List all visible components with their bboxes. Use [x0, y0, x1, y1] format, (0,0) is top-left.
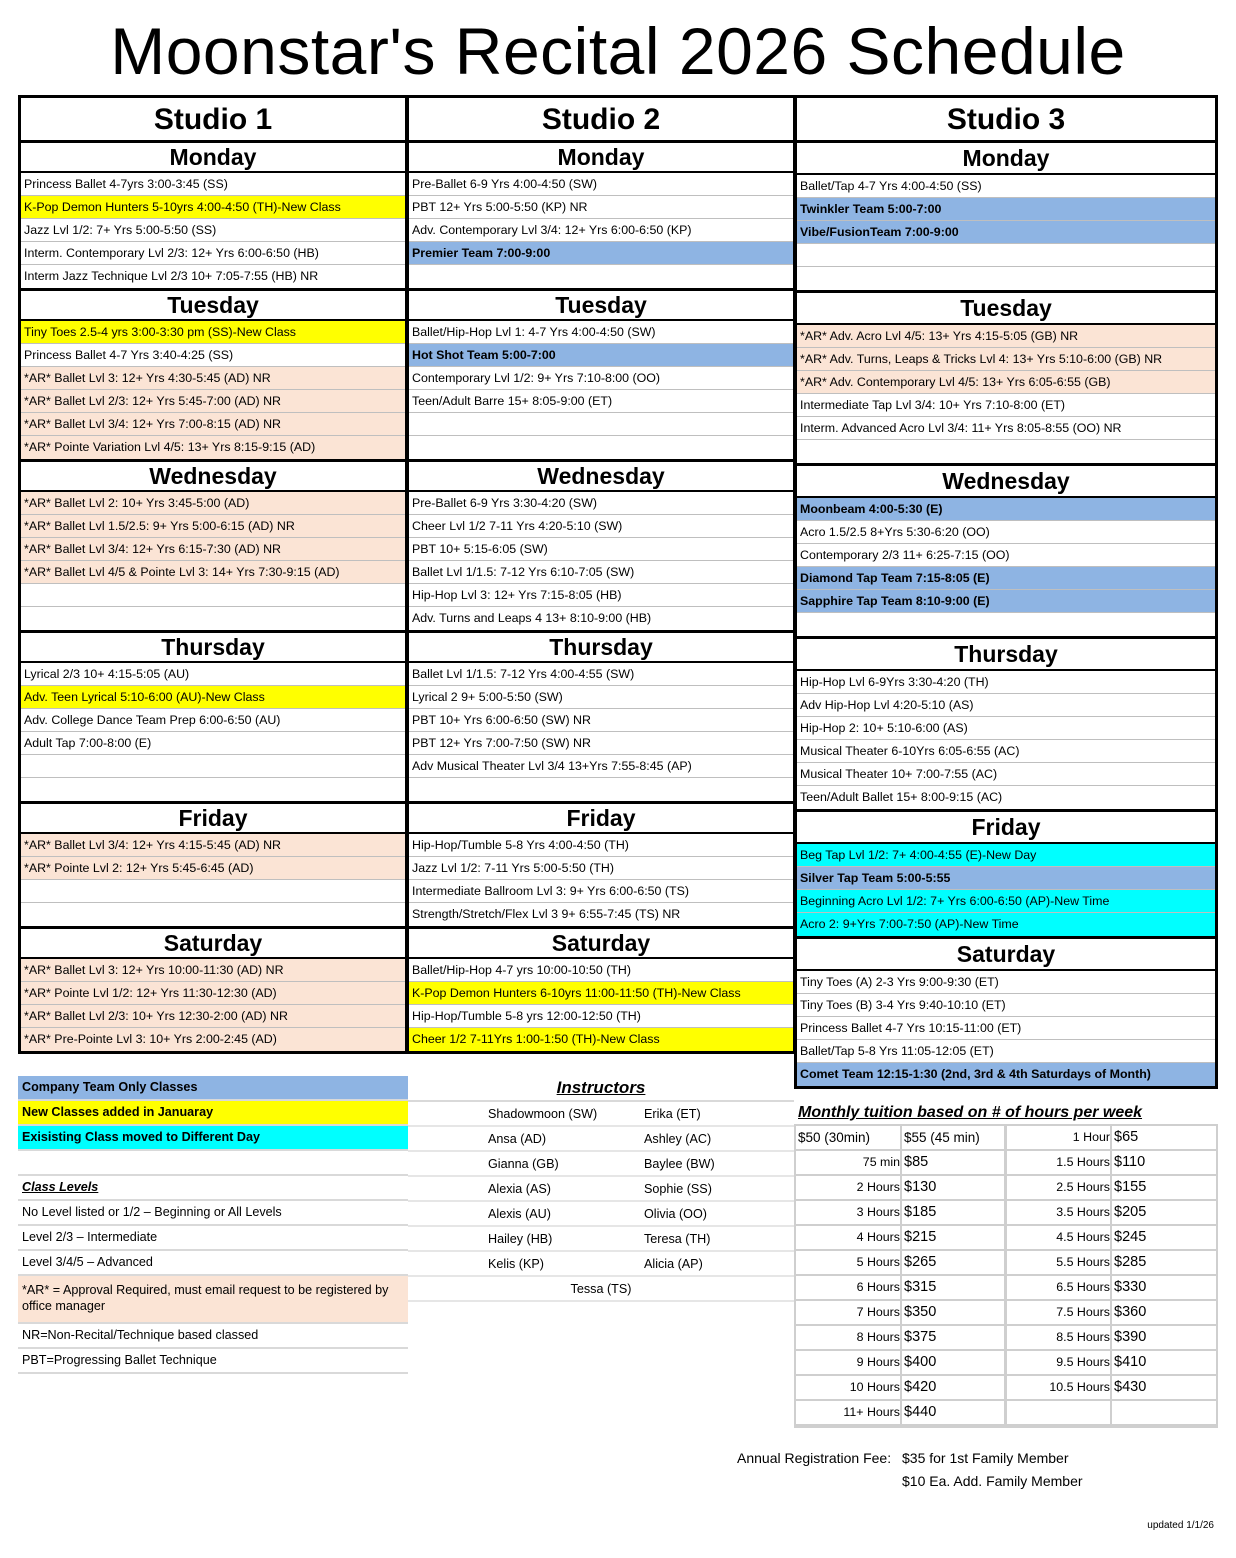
class-row: Ballet/Hip-Hop 4-7 yrs 10:00-10:50 (TH) — [409, 959, 793, 982]
tuition-cell: 1.5 Hours — [1056, 1155, 1110, 1169]
tuition-cell: $205 — [1114, 1204, 1147, 1220]
instructors-title: Instructors — [408, 1076, 794, 1102]
tuition-row — [796, 1201, 1216, 1226]
day-block-friday — [409, 804, 793, 929]
tuition-divider — [1110, 1326, 1112, 1349]
class-row: Intermediate Tap Lvl 3/4: 10+ Yrs 7:10-8:00 (ET) — [797, 394, 1215, 417]
tuition-divider — [1004, 1176, 1007, 1199]
class-row: Hip-Hop Lvl 3: 12+ Yrs 7:15-8:05 (HB) — [409, 584, 793, 607]
class-row: Adv. Turns and Leaps 4 13+ 8:10-9:00 (HB) — [412, 611, 652, 625]
studio-header: Studio 2 — [409, 98, 793, 143]
class-row — [797, 613, 1215, 636]
tuition-cell: $375 — [904, 1329, 937, 1345]
day-header: Thursday — [21, 633, 405, 663]
class-row — [21, 778, 405, 801]
class-row: *AR* Ballet Lvl 1.5/2.5: 9+ Yrs 5:00-6:15 (AD) NR — [21, 515, 405, 538]
class-row: Lyrical 2/3 10+ 4:15-5:05 (AU) — [21, 663, 405, 686]
class-row: Beg Tap Lvl 1/2: 7+ 4:00-4:55 (E)-New Day — [797, 844, 1215, 867]
day-block-monday — [409, 143, 793, 291]
class-row: Pre-Ballet 6-9 Yrs 4:00-4:50 (SW) — [409, 173, 793, 196]
day-header: Tuesday — [409, 291, 793, 321]
studio-3-column — [794, 95, 1218, 1089]
tuition-row — [796, 1151, 1216, 1176]
tuition-cell: 7 Hours — [856, 1305, 900, 1319]
class-row: Pre-Ballet 6-9 Yrs 3:30-4:20 (SW) — [409, 492, 793, 515]
class-row: *AR* Ballet Lvl 3: 12+ Yrs 4:30-5:45 (AD) NR — [21, 367, 405, 390]
day-block-saturday — [797, 939, 1215, 1086]
day-header: Wednesday — [797, 466, 1215, 498]
tuition-cell: $110 — [1114, 1154, 1146, 1170]
instructor-row — [408, 1227, 794, 1252]
instructor-name: Baylee (BW) — [644, 1157, 715, 1171]
class-row: Adv. Teen Lyrical 5:10-6:00 (AU)-New Class — [21, 686, 405, 709]
day-block-thursday — [409, 633, 793, 804]
day-header: Wednesday — [409, 462, 793, 492]
class-row: *AR* Ballet Lvl 2/3: 12+ Yrs 5:45-7:00 (AD) NR — [21, 390, 405, 413]
day-header: Saturday — [21, 929, 405, 959]
class-row: *AR* Adv. Acro Lvl 4/5: 13+ Yrs 4:15-5:05 (GB) NR — [797, 325, 1215, 348]
tuition-cell: 2.5 Hours — [1056, 1180, 1110, 1194]
instructors — [408, 1076, 794, 1302]
instructor-name: Alexia (AS) — [488, 1182, 551, 1196]
class-row — [797, 244, 1215, 267]
tuition-cell: 8.5 Hours — [1056, 1330, 1110, 1344]
instructor-name: Shadowmoon (SW) — [488, 1107, 598, 1121]
tuition-cell: 5 Hours — [856, 1255, 900, 1269]
tuition-cell: $245 — [1114, 1229, 1147, 1245]
tuition-divider — [900, 1276, 902, 1299]
day-header: Tuesday — [797, 293, 1215, 325]
tuition-cell: 4 Hours — [856, 1230, 900, 1244]
tuition-divider — [1110, 1226, 1112, 1249]
level-none: No Level listed or 1/2 – Beginning or All Levels — [18, 1201, 408, 1226]
tuition-cell: $265 — [904, 1254, 937, 1270]
tuition-cell: $130 — [904, 1179, 937, 1195]
day-block-thursday — [21, 633, 405, 804]
tuition-cell: $55 (45 min) — [904, 1130, 980, 1145]
tuition-divider — [1004, 1276, 1007, 1299]
tuition-cell: $155 — [1114, 1179, 1147, 1195]
tuition-divider — [900, 1226, 902, 1249]
class-row — [21, 607, 405, 630]
tuition-row — [796, 1301, 1216, 1326]
class-row: Diamond Tap Team 7:15-8:05 (E) — [797, 567, 1215, 590]
day-block-tuesday — [409, 291, 793, 462]
tuition-cell: $390 — [1114, 1329, 1147, 1345]
class-row: Adv Hip-Hop Lvl 4:20-5:10 (AS) — [797, 694, 1215, 717]
class-row: Moonbeam 4:00-5:30 (E) — [797, 498, 1215, 521]
day-header: Saturday — [797, 939, 1215, 971]
tuition-divider — [1004, 1251, 1007, 1274]
class-row: *AR* Ballet Lvl 3/4: 12+ Yrs 7:00-8:15 (AD) NR — [21, 413, 405, 436]
class-row: Adult Tap 7:00-8:00 (E) — [21, 732, 405, 755]
class-row: *AR* Pointe Variation Lvl 4/5: 13+ Yrs 8:15-9:15 (AD) — [21, 436, 405, 459]
tuition-divider — [1110, 1151, 1112, 1174]
level-23: Level 2/3 – Intermediate — [18, 1226, 408, 1251]
day-header: Monday — [409, 143, 793, 173]
tuition-row — [796, 1276, 1216, 1301]
instructor-name: Olivia (OO) — [644, 1207, 707, 1221]
instructor-row — [408, 1252, 794, 1277]
instructor-row — [408, 1202, 794, 1227]
day-block-friday — [21, 804, 405, 929]
tuition-cell: $420 — [904, 1379, 937, 1395]
day-block-wednesday — [21, 462, 405, 633]
day-block-monday — [21, 143, 405, 291]
tuition-row — [796, 1251, 1216, 1276]
level-345: Level 3/4/5 – Advanced — [18, 1251, 408, 1276]
tuition-cell: $360 — [1114, 1304, 1147, 1320]
day-header: Friday — [21, 804, 405, 834]
class-row: Tiny Toes (B) 3-4 Yrs 9:40-10:10 (ET) — [797, 994, 1215, 1017]
tuition-divider — [1004, 1351, 1007, 1374]
class-row: Interm Jazz Technique Lvl 2/3 10+ 7:05-7:55 (HB) NR — [24, 269, 319, 283]
class-row: K-Pop Demon Hunters 5-10yrs 4:00-4:50 (TH)-New Class — [21, 196, 405, 219]
tuition-divider — [1110, 1251, 1112, 1274]
tuition-cell: 8 Hours — [856, 1330, 900, 1344]
day-header: Tuesday — [21, 291, 405, 321]
class-row: Musical Theater 6-10Yrs 6:05-6:55 (AC) — [797, 740, 1215, 763]
nr-note: NR=Non-Recital/Technique based classed — [18, 1324, 408, 1349]
tuition-divider — [1110, 1126, 1112, 1149]
fee-line-2: $10 Ea. Add. Family Member — [902, 1473, 1083, 1489]
class-row: Beginning Acro Lvl 1/2: 7+ Yrs 6:00-6:50 (AP)-New Time — [797, 890, 1215, 913]
class-row: Teen/Adult Ballet 15+ 8:00-9:15 (AC) — [800, 790, 1003, 804]
instructor-name: Alicia (AP) — [644, 1257, 703, 1271]
day-header: Saturday — [409, 929, 793, 959]
class-row — [21, 584, 405, 607]
tuition-cell: 10.5 Hours — [1049, 1380, 1110, 1394]
class-row: Hip-Hop/Tumble 5-8 yrs 12:00-12:50 (TH) — [409, 1005, 793, 1028]
class-row: Hip-Hop/Tumble 5-8 Yrs 4:00-4:50 (TH) — [409, 834, 793, 857]
tuition-divider — [900, 1301, 902, 1324]
class-row: Ballet Lvl 1/1.5: 7-12 Yrs 4:00-4:55 (SW) — [409, 663, 793, 686]
instructor-name: Hailey (HB) — [488, 1232, 553, 1246]
day-block-monday — [797, 143, 1215, 293]
tuition-cell: 3 Hours — [856, 1205, 900, 1219]
page-title: Moonstar's Recital 2026 Schedule — [110, 14, 1126, 88]
class-row: PBT 12+ Yrs 5:00-5:50 (KP) NR — [409, 196, 793, 219]
class-row — [409, 778, 793, 801]
class-row — [21, 755, 405, 778]
day-block-wednesday — [797, 466, 1215, 639]
tuition-divider — [1110, 1351, 1112, 1374]
tuition-divider — [900, 1251, 902, 1274]
class-row: Cheer Lvl 1/2 7-11 Yrs 4:20-5:10 (SW) — [409, 515, 793, 538]
studio-header: Studio 1 — [21, 98, 405, 143]
tuition-cell: $315 — [904, 1279, 937, 1295]
class-row: *AR* Adv. Turns, Leaps & Tricks Lvl 4: 13+ Yrs 5:10-6:00 (GB) NR — [797, 348, 1215, 371]
tuition-cell: $400 — [904, 1354, 937, 1370]
class-row: Tiny Toes (A) 2-3 Yrs 9:00-9:30 (ET) — [797, 971, 1215, 994]
class-row: Jazz Lvl 1/2: 7+ Yrs 5:00-5:50 (SS) — [21, 219, 405, 242]
tuition-divider — [900, 1201, 902, 1224]
tuition-cell: $330 — [1114, 1279, 1147, 1295]
day-header: Monday — [21, 143, 405, 173]
tuition-divider — [1004, 1401, 1007, 1424]
class-row: Interm. Contemporary Lvl 2/3: 12+ Yrs 6:00-6:50 (HB) — [21, 242, 405, 265]
tuition-divider — [900, 1376, 902, 1399]
class-row: Vibe/FusionTeam 7:00-9:00 — [797, 221, 1215, 244]
class-row: Premier Team 7:00-9:00 — [409, 242, 793, 265]
class-row: Silver Tap Team 5:00-5:55 — [797, 867, 1215, 890]
tuition-divider — [1004, 1126, 1007, 1149]
legend — [18, 1076, 408, 1374]
class-row: Twinkler Team 5:00-7:00 — [797, 198, 1215, 221]
tuition-cell: 3.5 Hours — [1056, 1205, 1110, 1219]
class-row: *AR* Pointe Lvl 2: 12+ Yrs 5:45-6:45 (AD) — [21, 857, 405, 880]
class-row: Ballet/Tap 5-8 Yrs 11:05-12:05 (ET) — [797, 1040, 1215, 1063]
class-row: Hot Shot Team 5:00-7:00 — [409, 344, 793, 367]
tuition-cell: $65 — [1114, 1129, 1139, 1145]
tuition-row — [796, 1226, 1216, 1251]
tuition-divider — [1004, 1226, 1007, 1249]
class-row: Intermediate Ballroom Lvl 3: 9+ Yrs 6:00-6:50 (TS) — [409, 880, 793, 903]
day-header: Wednesday — [21, 462, 405, 492]
class-row: Princess Ballet 4-7 Yrs 3:40-4:25 (SS) — [21, 344, 405, 367]
class-row: Cheer 1/2 7-11Yrs 1:00-1:50 (TH)-New Class — [409, 1028, 793, 1051]
day-header: Friday — [797, 812, 1215, 844]
tuition-cell: 6.5 Hours — [1056, 1280, 1110, 1294]
legend-new-classes: New Classes added in Januaray — [18, 1101, 408, 1126]
class-row: Contemporary Lvl 1/2: 9+ Yrs 7:10-8:00 (OO) — [409, 367, 793, 390]
tuition-divider — [900, 1401, 902, 1424]
tuition-cell: 4.5 Hours — [1056, 1230, 1110, 1244]
tuition-cell: 9 Hours — [856, 1355, 900, 1369]
instructor-row — [408, 1177, 794, 1202]
class-row: Sapphire Tap Team 8:10-9:00 (E) — [797, 590, 1215, 613]
class-row: Princess Ballet 4-7 Yrs 10:15-11:00 (ET) — [797, 1017, 1215, 1040]
day-block-wednesday — [409, 462, 793, 633]
class-row: *AR* Pre-Pointe Lvl 3: 10+ Yrs 2:00-2:45 (AD) — [21, 1028, 405, 1051]
tuition-cell: $85 — [904, 1154, 929, 1170]
tuition-row — [796, 1376, 1216, 1401]
class-row: PBT 10+ 5:15-6:05 (SW) — [409, 538, 793, 561]
day-block-saturday — [409, 929, 793, 1051]
pbt-note: PBT=Progressing Ballet Technique — [18, 1349, 408, 1374]
class-row: Tiny Toes 2.5-4 yrs 3:00-3:30 pm (SS)-New Class — [21, 321, 405, 344]
tuition-divider — [1004, 1201, 1007, 1224]
class-row: Adv. Contemporary Lvl 3/4: 12+ Yrs 6:00-6:50 (KP) — [409, 219, 793, 242]
class-row: Acro 2: 9+Yrs 7:00-7:50 (AP)-New Time — [797, 913, 1215, 936]
instructor-name: Kelis (KP) — [488, 1257, 544, 1271]
instructor-row — [408, 1102, 794, 1127]
instructor-name: Teresa (TH) — [644, 1232, 711, 1246]
day-header: Monday — [797, 143, 1215, 175]
tuition-cell: $285 — [1114, 1254, 1147, 1270]
class-row: Adv. College Dance Team Prep 6:00-6:50 (AU) — [21, 709, 405, 732]
class-row — [797, 267, 1215, 290]
fee-line-1: $35 for 1st Family Member — [902, 1450, 1069, 1466]
instructor-row — [408, 1152, 794, 1177]
tuition-cell: $410 — [1114, 1354, 1147, 1370]
updated-note: updated 1/1/26 — [1147, 1520, 1214, 1531]
class-row: Comet Team 12:15-1:30 (2nd, 3rd & 4th Saturdays of Month) — [797, 1063, 1215, 1086]
tuition-cell: $440 — [904, 1404, 937, 1420]
class-row — [21, 903, 405, 926]
day-block-thursday — [797, 639, 1215, 812]
class-row: Ballet Lvl 1/1.5: 7-12 Yrs 6:10-7:05 (SW) — [409, 561, 793, 584]
instructor-row — [408, 1127, 794, 1152]
tuition-cell: $215 — [904, 1229, 937, 1245]
tuition-table — [794, 1102, 1218, 1428]
legend-company-team: Company Team Only Classes — [18, 1076, 408, 1101]
class-row: Musical Theater 10+ 7:00-7:55 (AC) — [797, 763, 1215, 786]
day-block-saturday — [21, 929, 405, 1051]
tuition-row — [796, 1326, 1216, 1351]
class-row: Interm. Advanced Acro Lvl 3/4: 11+ Yrs 8:05-8:55 (OO) NR — [797, 417, 1215, 440]
class-row — [797, 440, 1215, 463]
class-row: Acro 1.5/2.5 8+Yrs 5:30-6:20 (OO) — [797, 521, 1215, 544]
legend-moved-classes: Exisisting Class moved to Different Day — [18, 1126, 408, 1151]
tuition-divider — [1004, 1326, 1007, 1349]
tuition-row — [796, 1126, 1216, 1151]
tuition-row — [796, 1401, 1216, 1426]
tuition-title: Monthly tuition based on # of hours per week — [798, 1104, 1143, 1121]
class-row: *AR* Ballet Lvl 2: 10+ Yrs 3:45-5:00 (AD) — [21, 492, 405, 515]
class-row: Ballet/Tap 4-7 Yrs 4:00-4:50 (SS) — [797, 175, 1215, 198]
class-row: *AR* Ballet Lvl 3/4: 12+ Yrs 6:15-7:30 (AD) NR — [21, 538, 405, 561]
instructor-name: Sophie (SS) — [644, 1182, 712, 1196]
instructor-row — [408, 1277, 794, 1302]
class-row — [409, 413, 793, 436]
day-block-tuesday — [21, 291, 405, 462]
tuition-cell: 7.5 Hours — [1056, 1305, 1110, 1319]
class-row: PBT 10+ Yrs 6:00-6:50 (SW) NR — [409, 709, 793, 732]
tuition-divider — [900, 1351, 902, 1374]
instructor-name: Erika (ET) — [644, 1107, 701, 1121]
class-row: *AR* Pointe Lvl 1/2: 12+ Yrs 11:30-12:30 (AD) — [21, 982, 405, 1005]
instructor-name: Gianna (GB) — [488, 1157, 559, 1171]
tuition-divider — [1004, 1301, 1007, 1324]
studio-1-column — [18, 95, 408, 1054]
tuition-cell: $50 (30min) — [798, 1130, 871, 1145]
tuition-divider — [1110, 1401, 1112, 1424]
class-row: Lyrical 2 9+ 5:00-5:50 (SW) — [409, 686, 793, 709]
tuition-divider — [900, 1326, 902, 1349]
fee-label: Annual Registration Fee: — [737, 1450, 892, 1466]
studio-2-column — [406, 95, 796, 1054]
class-row: *AR* Ballet Lvl 2/3: 10+ Yrs 12:30-2:00 (AD) NR — [21, 1005, 405, 1028]
class-row: Hip-Hop Lvl 6-9Yrs 3:30-4:20 (TH) — [797, 671, 1215, 694]
class-levels-title: Class Levels — [18, 1176, 408, 1201]
tuition-row — [796, 1176, 1216, 1201]
class-row: *AR* Ballet Lvl 4/5 & Pointe Lvl 3: 14+ Yrs 7:30-9:15 (AD) — [21, 561, 405, 584]
tuition-divider — [1004, 1151, 1007, 1174]
tuition-divider — [900, 1151, 902, 1174]
tuition-divider — [1110, 1276, 1112, 1299]
tuition-cell: 5.5 Hours — [1056, 1255, 1110, 1269]
tuition-cell: 9.5 Hours — [1056, 1355, 1110, 1369]
instructor-name: Tessa (TS) — [570, 1282, 632, 1296]
tuition-divider — [900, 1176, 902, 1199]
tuition-cell: $430 — [1114, 1379, 1147, 1395]
class-row: Contemporary 2/3 11+ 6:25-7:15 (OO) — [797, 544, 1215, 567]
legend-spacer — [18, 1151, 408, 1176]
class-row: Hip-Hop 2: 10+ 5:10-6:00 (AS) — [797, 717, 1215, 740]
instructor-name: Ashley (AC) — [644, 1132, 712, 1146]
tuition-divider — [1004, 1376, 1007, 1399]
class-row: K-Pop Demon Hunters 6-10yrs 11:00-11:50 (TH)-New Class — [409, 982, 793, 1005]
class-row: *AR* Ballet Lvl 3/4: 12+ Yrs 4:15-5:45 (AD) NR — [21, 834, 405, 857]
tuition-cell: 10 Hours — [849, 1380, 900, 1394]
ar-note: *AR* = Approval Required, must email request to be registered by office manager — [18, 1276, 408, 1324]
class-row: Ballet/Hip-Hop Lvl 1: 4-7 Yrs 4:00-4:50 (SW) — [409, 321, 793, 344]
class-row — [409, 265, 793, 288]
tuition-cell: $350 — [904, 1304, 937, 1320]
day-block-friday — [797, 812, 1215, 939]
instructor-name: Alexis (AU) — [488, 1207, 551, 1221]
tuition-cell: 6 Hours — [856, 1280, 900, 1294]
class-row: *AR* Adv. Contemporary Lvl 4/5: 13+ Yrs 6:05-6:55 (GB) — [797, 371, 1215, 394]
class-row: Jazz Lvl 1/2: 7-11 Yrs 5:00-5:50 (TH) — [409, 857, 793, 880]
class-row: Adv Musical Theater Lvl 3/4 13+Yrs 7:55-8:45 (AP) — [409, 755, 793, 778]
tuition-cell: $185 — [904, 1204, 937, 1220]
tuition-cell: 1 Hour — [1072, 1130, 1110, 1144]
class-row: Strength/Stretch/Flex Lvl 3 9+ 6:55-7:45 (TS) NR — [412, 907, 681, 921]
class-row — [21, 880, 405, 903]
class-row: Teen/Adult Barre 15+ 8:05-9:00 (ET) — [409, 390, 793, 413]
day-header: Thursday — [797, 639, 1215, 671]
tuition-cell: 11+ Hours — [843, 1405, 900, 1419]
tuition-divider — [1110, 1201, 1112, 1224]
tuition-cell: 75 min — [862, 1155, 900, 1169]
class-row: *AR* Ballet Lvl 3: 12+ Yrs 10:00-11:30 (AD) NR — [21, 959, 405, 982]
tuition-divider — [1110, 1176, 1112, 1199]
instructor-name: Ansa (AD) — [488, 1132, 547, 1146]
day-block-tuesday — [797, 293, 1215, 466]
class-row — [409, 436, 793, 459]
studio-header: Studio 3 — [797, 98, 1215, 143]
tuition-row — [796, 1351, 1216, 1376]
tuition-cell: 2 Hours — [856, 1180, 900, 1194]
tuition-divider — [1110, 1301, 1112, 1324]
class-row: PBT 12+ Yrs 7:00-7:50 (SW) NR — [409, 732, 793, 755]
class-row: Princess Ballet 4-7yrs 3:00-3:45 (SS) — [21, 173, 405, 196]
day-header: Friday — [409, 804, 793, 834]
tuition-divider — [1110, 1376, 1112, 1399]
day-header: Thursday — [409, 633, 793, 663]
